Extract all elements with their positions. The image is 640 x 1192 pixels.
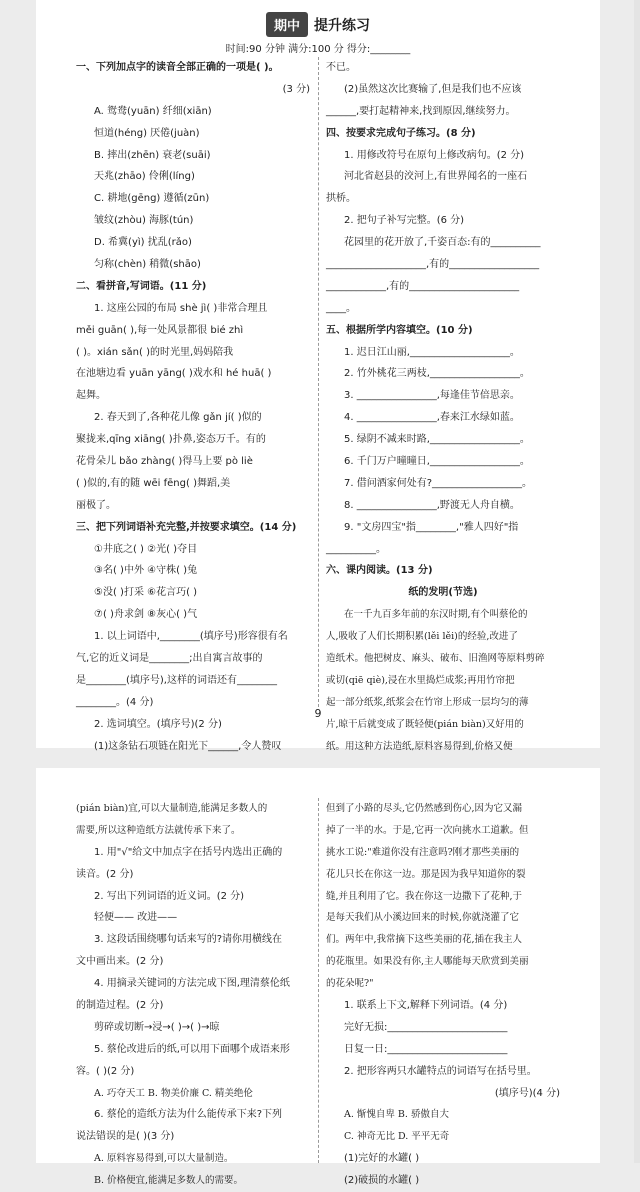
text-line: 3. ________________,每逢佳节倍思亲。 xyxy=(344,390,520,402)
text-line: 不已。 xyxy=(326,62,356,73)
text-line: 容。( )(2 分) xyxy=(76,1065,135,1077)
text-line: 花园里的花开放了,千姿百态:有的__________ xyxy=(344,237,541,249)
scroll-edge xyxy=(634,0,640,1163)
right-column xyxy=(326,57,560,758)
left-column xyxy=(76,798,310,1192)
text-line: 4. 用摘录关键词的方法完成下图,理清蔡伦纸 xyxy=(94,978,290,990)
page-number: 9 xyxy=(314,707,322,720)
text-line: 轻便—— 改进—— xyxy=(94,912,178,924)
text-line: 1. 以上词语中,________(填序号)形容很有名 xyxy=(94,631,288,643)
exam-badge: 期中 xyxy=(266,12,308,37)
text-line: 一、下列加点字的读音全部正确的一项是( )。 xyxy=(76,62,279,73)
text-line: 是________(填序号),这样的词语还有________ xyxy=(76,674,277,686)
text-line: C. 耕地(gēng) 遵循(zūn) xyxy=(94,193,210,205)
text-line: 读音。(2 分) xyxy=(76,868,134,880)
text-line: 天兆(zhāo) 伶俐(líng) xyxy=(94,171,195,183)
text-line: 片,晾干后就变成了既轻便(pián biàn)又好用的 xyxy=(326,718,524,730)
text-line: 起一部分纸浆,纸浆会在竹帘上形成一层均匀的薄 xyxy=(326,696,529,708)
text-line: 或切(qiē qiè),浸在水里捣烂成浆;再用竹帘把 xyxy=(326,674,515,686)
text-line: 四、按要求完成句子练习。(8 分) xyxy=(326,127,476,139)
text-line: ______,要打起精神来,找到原因,继续努力。 xyxy=(326,105,516,117)
text-line: ____。 xyxy=(326,302,356,314)
text-line: A. 巧夺天工 B. 物美价廉 C. 精美绝伦 xyxy=(94,1087,253,1099)
text-line: 气,它的近义词是________;出自寓言故事的 xyxy=(76,653,263,665)
text-line: 掉了一半的水。于是,它再一次向挑水工道歉。但 xyxy=(326,824,529,836)
text-line: 4. ________________,春来江水绿如蓝。 xyxy=(344,412,520,424)
exam-page-1 xyxy=(36,0,600,752)
text-line: A. 鸳鸯(yuān) 纤细(xiān) xyxy=(94,105,212,117)
text-line: 三、把下列词语补充完整,并按要求填空。(14 分) xyxy=(76,521,297,533)
text-line: 纸。用这种方法造纸,原料容易得到,价格又便 xyxy=(326,740,513,752)
text-line: 3. 这段话围绕哪句话来写的?请你用横线在 xyxy=(94,934,283,946)
text-line: ________。(4 分) xyxy=(76,696,154,708)
text-line: 2. 写出下列词语的近义词。(2 分) xyxy=(94,890,245,902)
text-line: 是每天我们从小溪边回来的时候,你就浇灌了它 xyxy=(326,912,520,924)
text-line: 花骨朵儿 bǎo zhàng( )得马上要 pò liè xyxy=(76,456,253,468)
text-line: 9. "文房四宝"指________,"雅人四好"指 xyxy=(344,521,519,533)
text-line: 1. 这座公园的布局 shè jì( )非常合理且 xyxy=(94,302,268,314)
text-line: 的制造过程。(2 分) xyxy=(76,1000,164,1012)
text-line: B. 价格便宜,能满足多数人的需要。 xyxy=(94,1175,244,1187)
text-line: (pián biàn)宜,可以大量制造,能满足多数人的 xyxy=(76,803,268,814)
column-divider xyxy=(318,57,319,707)
text-line: ____________________,有的__________________ xyxy=(326,259,540,271)
text-line: 花儿只长在你这一边。那是因为我早知道你的裂 xyxy=(326,868,526,880)
text-line: ⑤没( )打采 ⑥花言巧( ) xyxy=(94,587,198,599)
text-line: B. 摔出(zhēn) 衰老(suāi) xyxy=(94,149,211,161)
text-line: 5. 绿阴不减来时路,__________________。 xyxy=(344,434,530,446)
exam-page-2 xyxy=(36,768,600,1187)
column-divider xyxy=(318,798,319,1163)
text-line: (1)这条钻石项链在阳光下______,令人赞叹 xyxy=(94,740,282,752)
text-line: 日复一日:________________________ xyxy=(344,1043,508,1055)
text-line: 二、看拼音,写词语。(11 分) xyxy=(76,280,207,292)
text-line: (填序号)(4 分) xyxy=(494,1087,560,1099)
text-line: 五、根据所学内容填空。(10 分) xyxy=(326,324,473,336)
exam-meta: 时间:90 分钟 满分:100 分 得分:________ xyxy=(225,44,411,55)
text-line: (3 分) xyxy=(282,83,310,95)
text-line: 纸的发明(节选) xyxy=(408,587,478,599)
right-column xyxy=(326,798,560,1192)
text-line: ( )。xián sǎn( )的时光里,妈妈陪我 xyxy=(76,346,234,358)
text-line: 2. 竹外桃花三两枝,__________________。 xyxy=(344,368,530,380)
text-line: 的花朵呢?" xyxy=(326,978,374,990)
text-line: 1. 联系上下文,解释下列词语。(4 分) xyxy=(344,1000,508,1012)
text-line: 丽极了。 xyxy=(76,499,116,511)
left-column xyxy=(76,57,310,758)
text-line: A. 惭愧自卑 B. 骄傲自大 xyxy=(344,1109,449,1121)
text-line: 在一千九百多年前的东汉时期,有个叫蔡伦的 xyxy=(344,609,528,621)
text-line: 拱桥。 xyxy=(326,193,356,205)
text-line: (2)虽然这次比赛输了,但是我们也不应该 xyxy=(344,83,522,95)
text-line: __________。 xyxy=(326,543,386,555)
text-line: 造纸术。他把树皮、麻头、破布、旧渔网等原料剪碎 xyxy=(326,653,545,665)
text-line: D. 希冀(yì) 扰乱(rǎo) xyxy=(94,237,192,249)
text-line: 1. 用"√"给文中加点字在括号内选出正确的 xyxy=(94,846,283,858)
text-line: 挑水工说:"难道你没有注意吗?刚才那些美丽的 xyxy=(326,846,520,858)
text-line: 皱纹(zhòu) 海豚(tún) xyxy=(94,215,194,227)
text-line: (1)完好的水罐( ) xyxy=(344,1153,420,1165)
text-line: C. 神奇无比 D. 平平无奇 xyxy=(344,1131,450,1143)
text-line: 的花瓶里。如果没有你,主人哪能每天欣赏到美丽 xyxy=(326,956,529,968)
text-line: 们。两年中,我常摘下这些美丽的花,插在我主人 xyxy=(326,934,523,946)
text-line: ⑦( )舟求剑 ⑧灰心( )气 xyxy=(94,609,198,621)
text-line: 2. 选词填空。(填序号)(2 分) xyxy=(94,718,222,730)
text-line: 6. 蔡伦的造纸方法为什么能传承下来?下列 xyxy=(94,1109,283,1121)
text-line: (2)破损的水罐( ) xyxy=(344,1175,420,1187)
text-line: ____________,有的______________________ xyxy=(326,280,520,292)
text-line: 需要,所以这种造纸方法就传承下来了。 xyxy=(76,824,241,836)
text-line: 2. 春天到了,各种花儿像 gǎn jí( )似的 xyxy=(94,412,262,424)
text-line: 说法错误的是( )(3 分) xyxy=(76,1131,175,1143)
text-line: 在池塘边看 yuān yāng( )戏水和 hé huā( ) xyxy=(76,368,272,380)
text-line: 1. 用修改符号在原句上修改病句。(2 分) xyxy=(344,149,525,161)
text-line: měi guān( ),每一处风景都很 bié zhì xyxy=(76,324,244,336)
text-line: ①井底之( ) ②光( )夺目 xyxy=(94,543,198,555)
text-line: 恒道(héng) 厌倦(juàn) xyxy=(94,127,200,139)
text-line: 聚拢来,qīng xiāng( )扑鼻,姿态万千。有的 xyxy=(76,434,266,446)
text-line: 7. 借问酒家何处有?__________________。 xyxy=(344,477,533,489)
text-line: 文中画出来。(2 分) xyxy=(76,956,164,968)
text-line: 缝,并且利用了它。我在你这一边撒下了花种,于 xyxy=(326,890,523,902)
text-line: 2. 把句子补写完整。(6 分) xyxy=(344,215,465,227)
page-header xyxy=(36,12,600,34)
text-line: A. 原料容易得到,可以大量制造。 xyxy=(94,1153,234,1165)
text-line: 1. 迟日江山丽,____________________。 xyxy=(344,346,520,358)
text-line: 起舞。 xyxy=(76,390,106,402)
text-line: 5. 蔡伦改进后的纸,可以用下面哪个成语来形 xyxy=(94,1043,290,1055)
text-line: 六、课内阅读。(13 分) xyxy=(326,565,433,577)
text-line: 完好无损:________________________ xyxy=(344,1021,508,1033)
text-line: 8. ________________,野渡无人舟自横。 xyxy=(344,499,520,511)
text-line: 匀称(chèn) 稍微(shāo) xyxy=(94,259,201,271)
text-line: 6. 千门万户曈曈日,__________________。 xyxy=(344,456,530,468)
text-line: 2. 把形容两只水罐特点的词语写在括号里。 xyxy=(344,1065,537,1077)
text-line: ( )似的,有的随 wēi fēng( )舞蹈,美 xyxy=(76,477,231,489)
text-line: 人,吸收了人们长期积累(lěi lěi)的经验,改进了 xyxy=(326,631,518,643)
text-line: 河北省赵县的洨河上,有世界闻名的一座石 xyxy=(344,171,528,183)
text-line: ③名( )中外 ④守株( )兔 xyxy=(94,565,198,577)
page-title: 提升练习 xyxy=(314,17,370,34)
text-line: 但到了小路的尽头,它仍然感到伤心,因为它又漏 xyxy=(326,803,523,814)
text-line: 剪碎或切断→浸→( )→( )→晾 xyxy=(94,1021,220,1033)
